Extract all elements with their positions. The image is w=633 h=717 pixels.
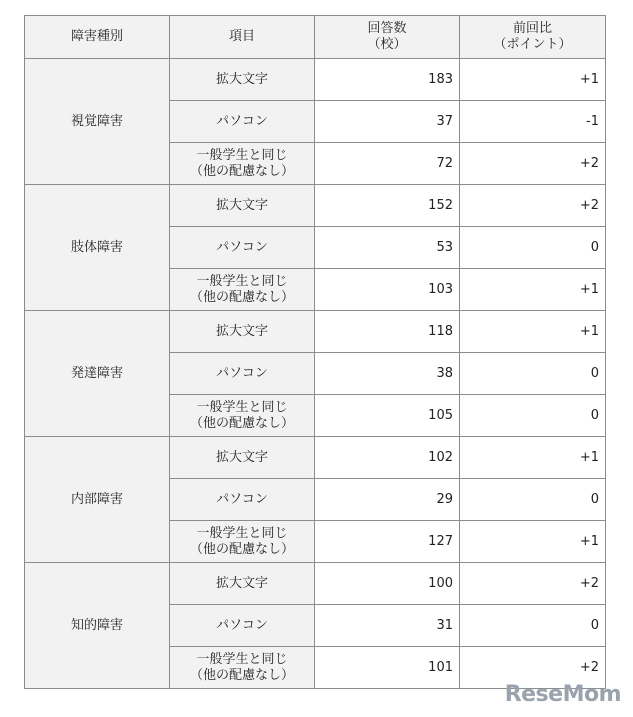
item-cell: [170, 353, 315, 395]
header-change: [460, 16, 606, 59]
accommodation-table: [24, 15, 606, 689]
item-label: 拡大文字: [215, 197, 268, 213]
item-label: 一般学生と同じ: [196, 273, 288, 289]
change-cell: +1: [460, 311, 606, 353]
item-label: 一般学生と同じ: [196, 525, 288, 541]
change-cell: +2: [460, 563, 606, 605]
item-cell: [170, 479, 315, 521]
table-row: [25, 437, 606, 479]
item-cell: [170, 59, 315, 101]
item-cell: [170, 311, 315, 353]
item-label: パソコン: [216, 239, 268, 255]
header-answer-count: [315, 16, 460, 59]
answer-count-cell: 118: [315, 311, 460, 353]
header-change-unit: （ポイント）: [493, 37, 572, 52]
change-cell: +2: [460, 143, 606, 185]
answer-count-cell: 31: [315, 605, 460, 647]
answer-count-cell: 72: [315, 143, 460, 185]
item-cell: [170, 395, 315, 437]
answer-count-cell: 37: [315, 101, 460, 143]
item-label: 一般学生と同じ: [196, 651, 288, 667]
item-label: 拡大文字: [215, 71, 268, 87]
change-cell: +1: [460, 269, 606, 311]
item-cell: [170, 143, 315, 185]
change-cell: +1: [460, 437, 606, 479]
item-label: （他の配慮なし）: [189, 289, 294, 305]
item-label: 一般学生と同じ: [196, 399, 288, 415]
item-label: 拡大文字: [215, 449, 268, 465]
change-cell: -1: [460, 101, 606, 143]
item-label: パソコン: [216, 617, 268, 633]
disability-type-cell: 肢体障害: [25, 185, 170, 311]
header-answer-count-label: 回答数: [367, 21, 407, 36]
disability-type-cell: 内部障害: [25, 437, 170, 563]
answer-count-cell: 183: [315, 59, 460, 101]
item-label: パソコン: [216, 491, 268, 507]
item-label: 拡大文字: [215, 575, 268, 591]
change-cell: +1: [460, 59, 606, 101]
answer-count-cell: 152: [315, 185, 460, 227]
header-disability-type: 障害種別: [25, 16, 170, 59]
answer-count-cell: 29: [315, 479, 460, 521]
table-body: [25, 59, 606, 689]
table-row: [25, 311, 606, 353]
resemom-logo: ReseMom: [504, 682, 621, 707]
disability-type-cell: 視覚障害: [25, 59, 170, 185]
item-cell: [170, 521, 315, 563]
table-row: [25, 59, 606, 101]
answer-count-cell: 102: [315, 437, 460, 479]
item-cell: [170, 185, 315, 227]
change-cell: 0: [460, 479, 606, 521]
item-label: （他の配慮なし）: [189, 541, 294, 557]
change-cell: 0: [460, 395, 606, 437]
answer-count-cell: 105: [315, 395, 460, 437]
change-cell: +2: [460, 185, 606, 227]
item-cell: [170, 269, 315, 311]
change-cell: +2: [460, 647, 606, 689]
answer-count-cell: 100: [315, 563, 460, 605]
answer-count-cell: 127: [315, 521, 460, 563]
disability-type-cell: 発達障害: [25, 311, 170, 437]
disability-type-cell: 知的障害: [25, 563, 170, 689]
item-label: （他の配慮なし）: [189, 667, 294, 683]
answer-count-cell: 101: [315, 647, 460, 689]
item-cell: [170, 227, 315, 269]
item-label: 拡大文字: [215, 323, 268, 339]
item-cell: [170, 101, 315, 143]
header-row: [25, 16, 606, 59]
change-cell: 0: [460, 227, 606, 269]
change-cell: 0: [460, 605, 606, 647]
item-cell: [170, 563, 315, 605]
item-cell: [170, 437, 315, 479]
answer-count-cell: 103: [315, 269, 460, 311]
item-cell: [170, 647, 315, 689]
table-row: [25, 185, 606, 227]
header-change-label: 前回比: [512, 21, 552, 36]
item-label: パソコン: [216, 113, 268, 129]
change-cell: +1: [460, 521, 606, 563]
item-label: （他の配慮なし）: [189, 163, 294, 179]
answer-count-cell: 53: [315, 227, 460, 269]
change-cell: 0: [460, 353, 606, 395]
answer-count-cell: 38: [315, 353, 460, 395]
table-row: [25, 563, 606, 605]
item-label: （他の配慮なし）: [189, 415, 294, 431]
item-cell: [170, 605, 315, 647]
item-label: 一般学生と同じ: [196, 147, 288, 163]
item-label: パソコン: [216, 365, 268, 381]
header-item: 項目: [170, 16, 315, 59]
header-answer-count-unit: （校）: [367, 37, 407, 52]
